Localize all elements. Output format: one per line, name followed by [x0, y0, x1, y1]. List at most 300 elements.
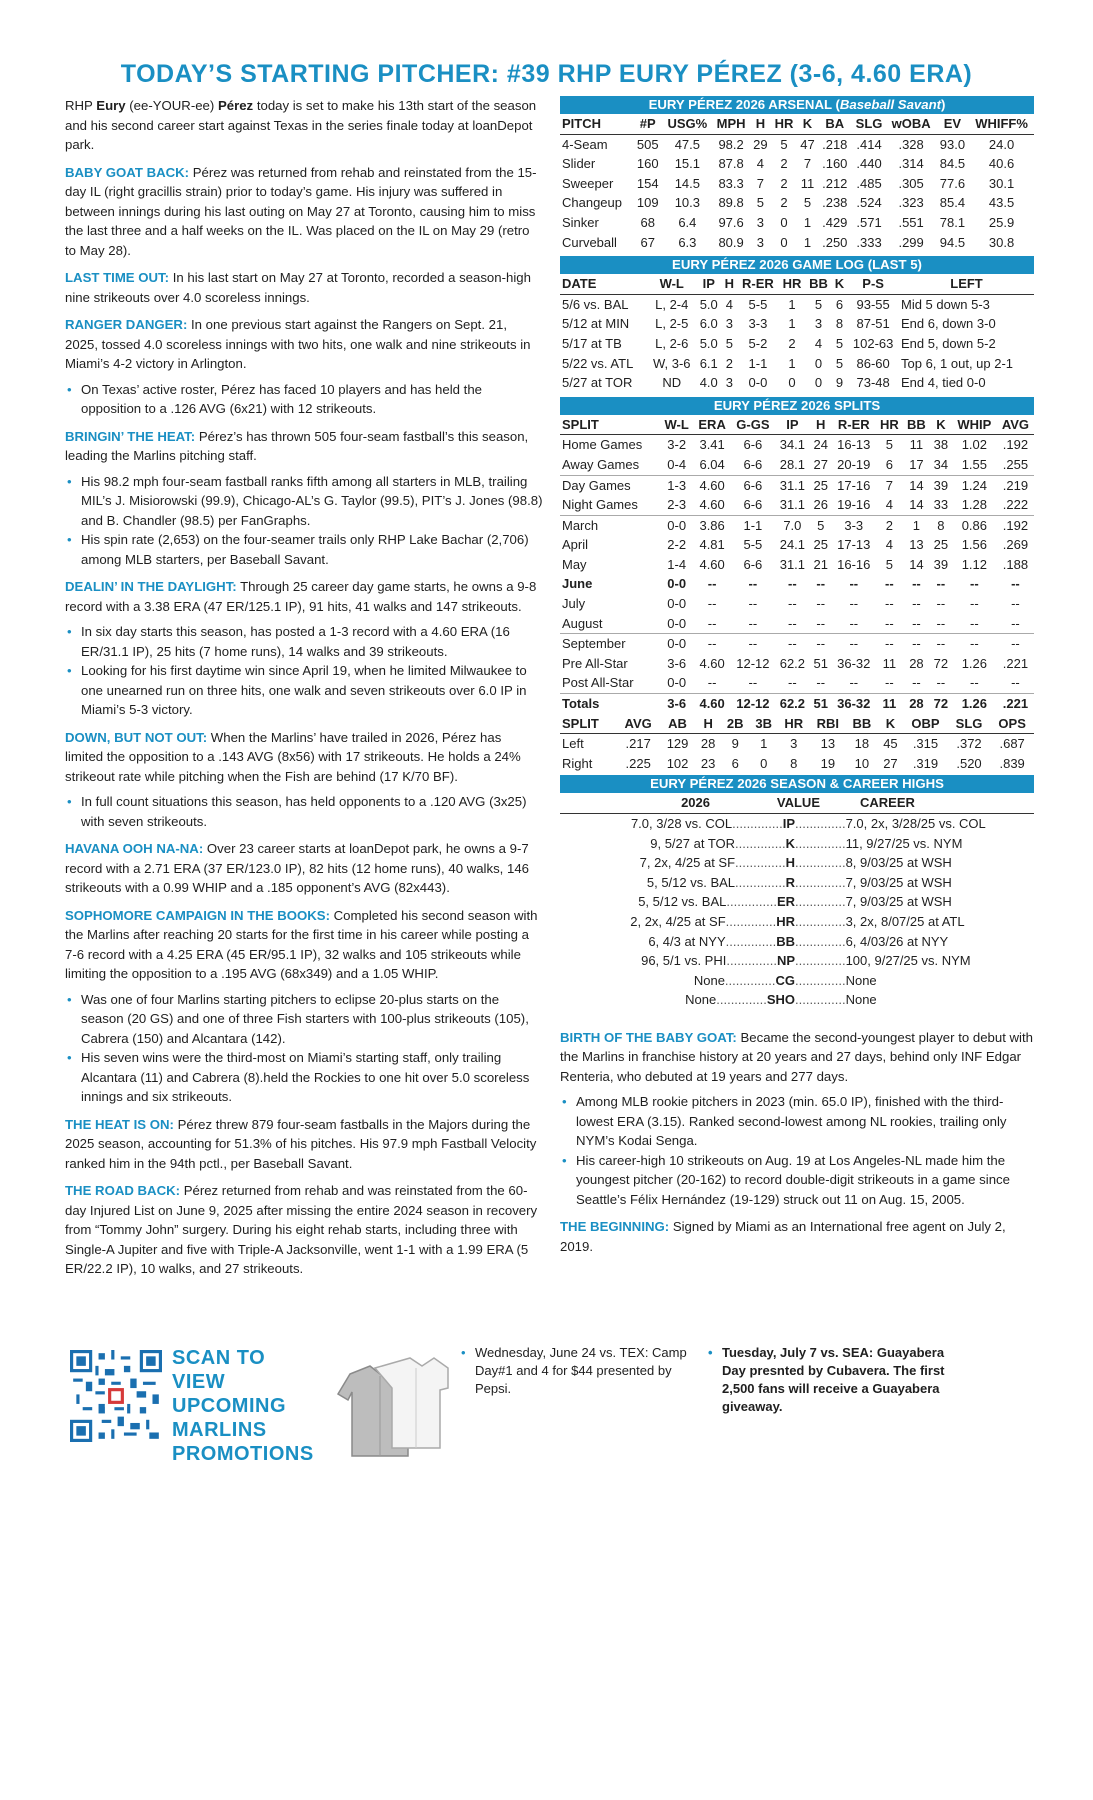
table-cell: --	[885, 636, 894, 652]
table-cell: 3-3	[844, 517, 864, 533]
table-cell: --	[912, 576, 921, 592]
table-cell: --	[832, 673, 876, 693]
table-row	[560, 233, 1034, 253]
highs-row	[560, 814, 1034, 834]
table-cell: 0-0	[660, 673, 694, 693]
sections-section-8	[65, 1115, 543, 1174]
bullet-item: • His seven wins were the third-most on Miami’s starting staff, only trailing Alcantara (11) and Cabrera (8).held the Rockies to one hit over 5.0 scoreless innings and six strikeouts.	[65, 1048, 543, 1107]
table-cell: April	[562, 537, 589, 553]
section-text: Pérez was returned from rehab and reinstated from the 15-day IL (right gracillis strain) prior to today’s game. His injury was suffered in between innings during his last outing on May 27 at Toronto, causing him to miss the last three and a half weeks on the IL. Was placed on the IL on May 29 (retro to May 28).	[65, 164, 537, 258]
table-cell: 2-2	[667, 537, 687, 553]
table-cell: 1.02	[961, 437, 988, 453]
table-cell: --	[903, 614, 930, 634]
table-cell: 5-2	[748, 335, 768, 351]
table-cell: --	[788, 596, 797, 612]
table-cell: 0	[780, 234, 788, 250]
promotions-footer	[0, 1330, 1093, 1470]
table-cell: --	[936, 596, 946, 612]
table-cell: 5	[817, 517, 825, 533]
table-cell: 4.60	[699, 655, 725, 671]
table-row	[560, 334, 1034, 354]
handedness-table	[560, 714, 1034, 774]
highs-row	[560, 873, 1034, 893]
table-cell: --	[936, 576, 946, 592]
leader-dots: ..............	[726, 953, 777, 969]
column-header: BA	[818, 114, 851, 134]
stat-name: H	[785, 855, 795, 871]
career-high: 100, 9/27/25 vs. NYM	[845, 953, 971, 969]
intro-text: today is set to make his 13th start of the season and his second career start against Texas in the series finale today at loanDepot park.	[65, 98, 537, 152]
table-cell: Pre All-Star	[562, 655, 628, 671]
table-cell: 11	[800, 175, 815, 191]
table-cell: L, 2-4	[655, 296, 689, 312]
column-header: HR	[771, 114, 797, 134]
table-cell: 97.6	[718, 214, 744, 230]
column-header: 2B	[721, 714, 750, 734]
table-cell: 1.26	[961, 696, 988, 712]
stat-name: CG	[775, 972, 795, 988]
table-cell: 2	[725, 355, 733, 371]
column-header: K	[878, 714, 904, 734]
section-bullets	[65, 792, 543, 831]
intro-pronunciation: (ee-YOUR-ee)	[125, 98, 218, 113]
table-cell: 67	[640, 234, 655, 250]
season-high: 7.0, 3/28 vs. COL	[630, 816, 733, 831]
table-cell: 5	[803, 195, 812, 211]
table-cell: 5/22 vs. ATL	[562, 355, 634, 371]
leader-dots: ..............	[726, 894, 777, 910]
table-cell: --	[810, 614, 832, 634]
table-cell: .219	[1002, 477, 1029, 493]
scan-promo-text: SCAN TO VIEW UPCOMING MARLINS PROMOTIONS	[172, 1347, 314, 1465]
table-cell: --	[876, 673, 903, 693]
table-row	[560, 435, 1034, 455]
leader-dots: ..............	[725, 933, 777, 949]
table-cell: 17-13	[837, 537, 871, 553]
table-cell: 4	[756, 156, 765, 172]
table-cell: .328	[898, 136, 924, 152]
column-header: H	[722, 274, 738, 294]
table-cell: 93-55	[856, 296, 890, 312]
table-cell: 4	[814, 335, 823, 351]
table-cell: .571	[856, 214, 882, 230]
table-cell: 6	[731, 755, 739, 771]
leader-dots: ..............	[724, 972, 776, 988]
career-high: None	[845, 992, 877, 1008]
section-bullets	[65, 990, 543, 1107]
sections-section-6	[65, 839, 543, 898]
table-cell: 5.0	[699, 296, 718, 312]
table-cell: 72	[933, 655, 949, 671]
table-cell: 4.81	[699, 537, 725, 553]
column-header: SLG	[852, 114, 887, 134]
table-cell: .255	[997, 455, 1034, 475]
table-cell: .250	[822, 234, 848, 250]
column-header: ERA	[693, 415, 730, 435]
table-row	[560, 213, 1034, 233]
column-header: DATE	[560, 274, 648, 294]
table-cell: 3-3	[748, 316, 768, 332]
table-cell: 505	[636, 136, 659, 152]
table-cell: .372	[956, 736, 982, 752]
table-cell: --	[1011, 636, 1020, 652]
table-cell: 80.9	[718, 234, 744, 250]
table-cell: June	[562, 576, 593, 592]
career-high: None	[845, 972, 877, 988]
leader-dots: ..............	[795, 855, 846, 871]
table-cell: 15.1	[674, 156, 701, 172]
table-cell: 6-6	[743, 556, 763, 572]
highs-left	[560, 892, 795, 912]
table-cell: 6-6	[743, 477, 763, 493]
table-cell: 51	[813, 696, 828, 712]
column-header: WHIFF%	[969, 114, 1034, 134]
sections-section-2	[65, 315, 543, 374]
table-cell: 25	[813, 477, 828, 493]
table-cell: 25	[933, 537, 949, 553]
column-header: IP	[775, 415, 810, 435]
table-cell: 1	[912, 517, 921, 533]
column-header: IP	[696, 274, 722, 294]
table-cell: 0-0	[748, 375, 768, 391]
column-header: SPLIT	[560, 714, 617, 734]
bullet-item: • His career-high 10 strikeouts on Aug. 19 at Los Angeles-NL made him the youngest pitcher (20-162) to record double-digit strikeouts in a game since Seattle’s Félix Hernández (19-129) struck out 11 on Aug. 15, 2005.	[560, 1151, 1034, 1210]
table-cell: 89.8	[718, 195, 744, 211]
table-cell: 0.86	[961, 517, 988, 533]
season-high: 7, 2x, 4/25 at SF	[639, 855, 736, 871]
season-high: 2, 2x, 4/25 at SF	[630, 913, 726, 929]
table-cell: ND	[662, 375, 682, 391]
table-cell: 27	[810, 455, 832, 475]
bullet-item: • His spin rate (2,653) on the four-seamer trails only RHP Lake Bachar (2,706) among MLB starters, per Baseball Savant.	[65, 530, 543, 569]
leader-dots: ..............	[795, 894, 846, 910]
table-cell: .305	[898, 175, 924, 191]
table-row	[560, 134, 1034, 154]
leader-dots: ..............	[795, 874, 846, 890]
table-cell: 98.2	[718, 136, 744, 152]
section-text: Completed his second season with the Marlins after reaching 20 starts for the first time in his career while posting a 7-6 record with a 4.25 ERA (45 ER/95.1 IP), 32 walks and 105 strikeouts while limiting the opposition to a .195 AVG (68x349) and a 1.05 WHIP.	[65, 907, 538, 981]
section-text: Pérez returned from rehab and was reinstated from the 60-day Injured List on June 9, 2025 after missing the entire 2024 season in recovery from “Tommy John” surgery. During his eight rehab starts, including three with Single-A Jupiter and five with Triple-A Jacksonville, went 1-1 with a 1.99 ERA (5 ER/22.2 IP), 10 walks, and 27 strikeouts.	[65, 1183, 538, 1276]
table-row	[560, 373, 1034, 393]
table-cell: 0	[760, 755, 768, 771]
table-cell: 23	[700, 755, 716, 771]
table-cell: 5/6 vs. BAL	[562, 296, 629, 312]
table-cell: 1-1	[743, 517, 763, 533]
table-cell: W, 3-6	[652, 355, 691, 371]
table-cell: 73-48	[856, 375, 890, 391]
leader-dots: ..............	[735, 855, 786, 871]
table-row	[560, 555, 1034, 575]
highs-row	[560, 951, 1034, 971]
highs-col-value: VALUE	[776, 795, 820, 811]
table-cell: --	[1011, 596, 1020, 612]
table-cell: Top 6, 1 out, up 2-1	[901, 355, 1014, 371]
sections-section-3	[65, 427, 543, 466]
table-cell: 26	[810, 495, 832, 515]
season-high: 6, 4/3 at NYY	[648, 933, 726, 949]
column-header: AVG	[617, 714, 660, 734]
highs-table	[560, 793, 1034, 1010]
table-cell: 3-2	[667, 437, 687, 453]
gamelog-title: EURY PÉREZ 2026 GAME LOG (LAST 5)	[560, 256, 1034, 274]
table-cell: --	[707, 636, 717, 652]
table-cell: .520	[956, 755, 982, 771]
season-high: 96, 5/1 vs. PHI	[641, 953, 727, 969]
table-cell: --	[997, 614, 1034, 634]
column-header: W-L	[660, 415, 694, 435]
table-cell: 87.8	[718, 156, 744, 172]
gamelog-table	[560, 274, 1034, 393]
table-cell: 14	[903, 495, 930, 515]
table-cell: --	[775, 673, 810, 693]
table-cell: .414	[856, 136, 882, 152]
highs-row	[560, 853, 1034, 873]
leader-dots: ..............	[795, 835, 846, 851]
table-cell: 8	[937, 517, 945, 533]
table-cell: 1	[788, 296, 796, 312]
table-row	[560, 634, 1034, 654]
table-cell: 36-32	[837, 696, 871, 712]
table-cell: Left	[562, 736, 584, 752]
leader-dots: ..............	[795, 913, 846, 929]
table-cell: 2	[780, 156, 788, 172]
table-cell: 1.24	[961, 477, 988, 493]
table-row	[560, 154, 1034, 174]
column-header: W-L	[648, 274, 696, 294]
table-cell: Mid 5 down 5-3	[901, 296, 990, 312]
table-row	[560, 614, 1034, 634]
highs-left	[560, 814, 795, 834]
table-cell: 36-32	[837, 655, 871, 671]
highs-row	[560, 892, 1034, 912]
table-cell: Totals	[562, 696, 600, 712]
table-cell: 10	[854, 755, 870, 771]
table-cell: 28.1	[775, 455, 810, 475]
section-lead: BIRTH OF THE BABY GOAT:	[560, 1029, 737, 1045]
table-cell: --	[731, 614, 775, 634]
table-cell: 4	[725, 296, 733, 312]
column-header: HR	[876, 415, 903, 435]
table-cell: 0	[814, 375, 823, 391]
section-text: Pérez threw 879 four-seam fastballs in the Majors during the 2025 season, accounting for 51.3% of his pitches. His 97.9 mph Fastball Velocity ranked him in the 94th pctl., per Baseball Savant.	[65, 1116, 537, 1171]
table-cell: 25.9	[988, 214, 1015, 230]
table-cell: 6-6	[731, 455, 775, 475]
stat-name: HR	[776, 913, 795, 929]
sections-section-1	[65, 268, 543, 307]
table-cell: --	[832, 614, 876, 634]
table-cell: 4.60	[699, 556, 725, 572]
right-notes	[560, 1028, 1034, 1257]
table-cell: 68	[640, 214, 655, 230]
career-high: 7, 9/03/25 at WSH	[845, 874, 952, 890]
column-header: AVG	[997, 415, 1034, 435]
highs-left	[560, 834, 795, 854]
highs-row	[560, 834, 1034, 854]
qr-code-icon[interactable]	[70, 1350, 162, 1442]
highs-row	[560, 990, 1034, 1010]
sections-section-7	[65, 906, 543, 984]
table-cell: 3	[756, 234, 765, 250]
table-cell: --	[775, 614, 810, 634]
column-header: H	[810, 415, 832, 435]
table-cell: 1	[803, 214, 812, 230]
stat-name: K	[785, 835, 795, 851]
table-cell: 0	[814, 355, 823, 371]
table-cell: 20-19	[832, 455, 876, 475]
table-cell: 9	[835, 375, 844, 391]
table-cell: .333	[856, 234, 882, 250]
table-cell: 25	[813, 537, 828, 553]
table-cell: 14	[909, 477, 924, 493]
table-cell: 2	[788, 335, 796, 351]
table-cell: 5	[756, 195, 765, 211]
table-cell: 94.5	[939, 234, 966, 250]
table-cell: Sinker	[562, 214, 599, 230]
table-cell: 4.60	[699, 696, 725, 712]
column-header: wOBA	[887, 114, 936, 134]
table-cell: .192	[1002, 517, 1029, 533]
table-cell: 33	[930, 495, 952, 515]
table-cell: 6-6	[731, 495, 775, 515]
table-cell: --	[707, 576, 717, 592]
table-cell: 29	[753, 136, 768, 152]
table-cell: .192	[1002, 437, 1029, 453]
column-header: HR	[779, 274, 805, 294]
career-high: 11, 9/27/25 vs. NYM	[845, 835, 963, 851]
section-text: Signed by Miami as an International free agent on July 2, 2019.	[560, 1219, 1006, 1254]
table-cell: .323	[898, 195, 924, 211]
table-cell: 3.41	[699, 437, 725, 453]
highs-col-season: 2026	[681, 795, 710, 811]
section-text: In one previous start against the Rangers on Sept. 21, 2025, tossed 4.0 scoreless innings with two hits, one walk and nine strikeouts in Miami’s 4-2 victory in Arlington.	[65, 317, 531, 371]
leader-dots: ..............	[795, 992, 846, 1008]
table-cell: 3	[814, 316, 823, 332]
table-cell: 87-51	[856, 316, 890, 332]
table-cell: 2	[885, 517, 893, 533]
table-cell: 28	[700, 736, 716, 752]
promo-june-24	[461, 1344, 710, 1398]
table-cell: .188	[1002, 556, 1029, 572]
table-cell: 160	[636, 156, 659, 172]
table-cell: --	[1011, 576, 1020, 592]
table-cell: .440	[856, 156, 882, 172]
table-cell: --	[885, 596, 894, 612]
table-cell: 18	[854, 736, 870, 752]
table-cell: 5/27 at TOR	[562, 375, 633, 391]
table-row	[560, 594, 1034, 614]
table-cell: 1	[788, 355, 796, 371]
career-high: 7, 9/03/25 at WSH	[845, 894, 952, 910]
stat-name: BB	[776, 933, 795, 949]
table-cell: 85.4	[939, 195, 966, 211]
table-cell: --	[952, 614, 997, 634]
table-cell: .299	[898, 234, 924, 250]
table-cell: 3	[756, 214, 765, 230]
table-cell: 6.0	[699, 316, 718, 332]
table-cell: 1.28	[952, 495, 997, 515]
column-header: USG%	[662, 114, 712, 134]
table-cell: September	[562, 636, 626, 652]
table-cell: 5	[885, 437, 893, 453]
table-row	[560, 515, 1034, 535]
table-cell: 4.0	[699, 375, 718, 391]
table-cell: 3	[725, 316, 733, 332]
highs-header	[560, 793, 1034, 814]
table-cell: 19-16	[832, 495, 876, 515]
table-cell: 6	[876, 455, 903, 475]
table-cell: .839	[999, 755, 1025, 771]
table-cell: 5/12 at MIN	[562, 316, 630, 332]
table-row	[560, 673, 1034, 693]
table-cell: 0-0	[660, 614, 694, 634]
table-cell: .225	[625, 755, 651, 771]
table-cell: 4.60	[699, 477, 725, 493]
table-cell: --	[930, 673, 952, 693]
table-cell: 102-63	[852, 335, 894, 351]
table-cell: .429	[822, 214, 848, 230]
table-cell: 1	[760, 736, 768, 752]
sections-section-9	[65, 1181, 543, 1279]
table-cell: 11	[882, 696, 897, 712]
table-cell: 51	[813, 655, 828, 671]
sections-section-5	[65, 728, 543, 787]
highs-left	[560, 971, 795, 991]
table-cell: 5	[725, 335, 733, 351]
table-cell: Post All-Star	[560, 673, 660, 693]
page-headline: TODAY’S STARTING PITCHER: #39 RHP EURY PÉREZ (3-6, 4.60 ERA)	[120, 60, 973, 88]
table-cell: 3-6	[667, 696, 687, 712]
table-cell: 6	[835, 296, 844, 312]
section-lead: LAST TIME OUT:	[65, 270, 170, 285]
table-cell: 0-0	[667, 517, 687, 533]
table-cell: 17	[903, 455, 930, 475]
bullet-item: • In full count situations this season, has held opponents to a .120 AVG (3x25) with seven strikeouts.	[65, 792, 543, 831]
section-text: Through 25 career day game starts, he owns a 9-8 record with a 3.38 ERA (47 ER/125.1 IP), 91 hits, 41 walks and 147 strikeouts.	[65, 579, 537, 614]
table-row	[560, 694, 1034, 714]
table-cell: 129	[666, 736, 689, 752]
table-cell: 31.1	[775, 495, 810, 515]
season-high: 9, 5/27 at TOR	[650, 835, 736, 851]
column-header: WHIP	[952, 415, 997, 435]
sections-section-4	[65, 577, 543, 616]
table-cell: 4.60	[693, 495, 730, 515]
sections-section-0	[65, 163, 543, 261]
highs-rows	[560, 814, 1034, 1010]
table-cell: .160	[822, 156, 848, 172]
table-cell: 11	[882, 655, 897, 671]
table-row	[560, 193, 1034, 213]
guayabera-shirts-image	[330, 1344, 450, 1464]
table-cell: 7	[803, 156, 812, 172]
table-cell: 39	[933, 556, 949, 572]
table-cell: 5.0	[699, 335, 718, 351]
table-cell: 19	[820, 755, 836, 771]
highs-left	[560, 853, 795, 873]
table-cell: .524	[856, 195, 882, 211]
table-cell: 1.12	[961, 556, 988, 572]
table-cell: Away Games	[560, 455, 660, 475]
table-cell: 0-0	[667, 596, 687, 612]
table-cell: Night Games	[560, 495, 660, 515]
table-cell: 5	[814, 296, 823, 312]
table-cell: .314	[898, 156, 924, 172]
highs-left	[560, 951, 795, 971]
arsenal-title: EURY PÉREZ 2026 ARSENAL (Baseball Savant)	[560, 96, 1034, 114]
section-text: Became the second-youngest player to debut with the Marlins in franchise history at 20 years and 27 days, behind only INF Edgar Renteria, who debuted at 19 years and 277 days.	[560, 1029, 1033, 1084]
section-text: In his last start on May 27 at Toronto, recorded a season-high nine strikeouts over 4.0 scoreless innings.	[65, 270, 531, 305]
leader-dots: ..............	[795, 816, 846, 831]
leader-dots: ..............	[795, 953, 846, 969]
